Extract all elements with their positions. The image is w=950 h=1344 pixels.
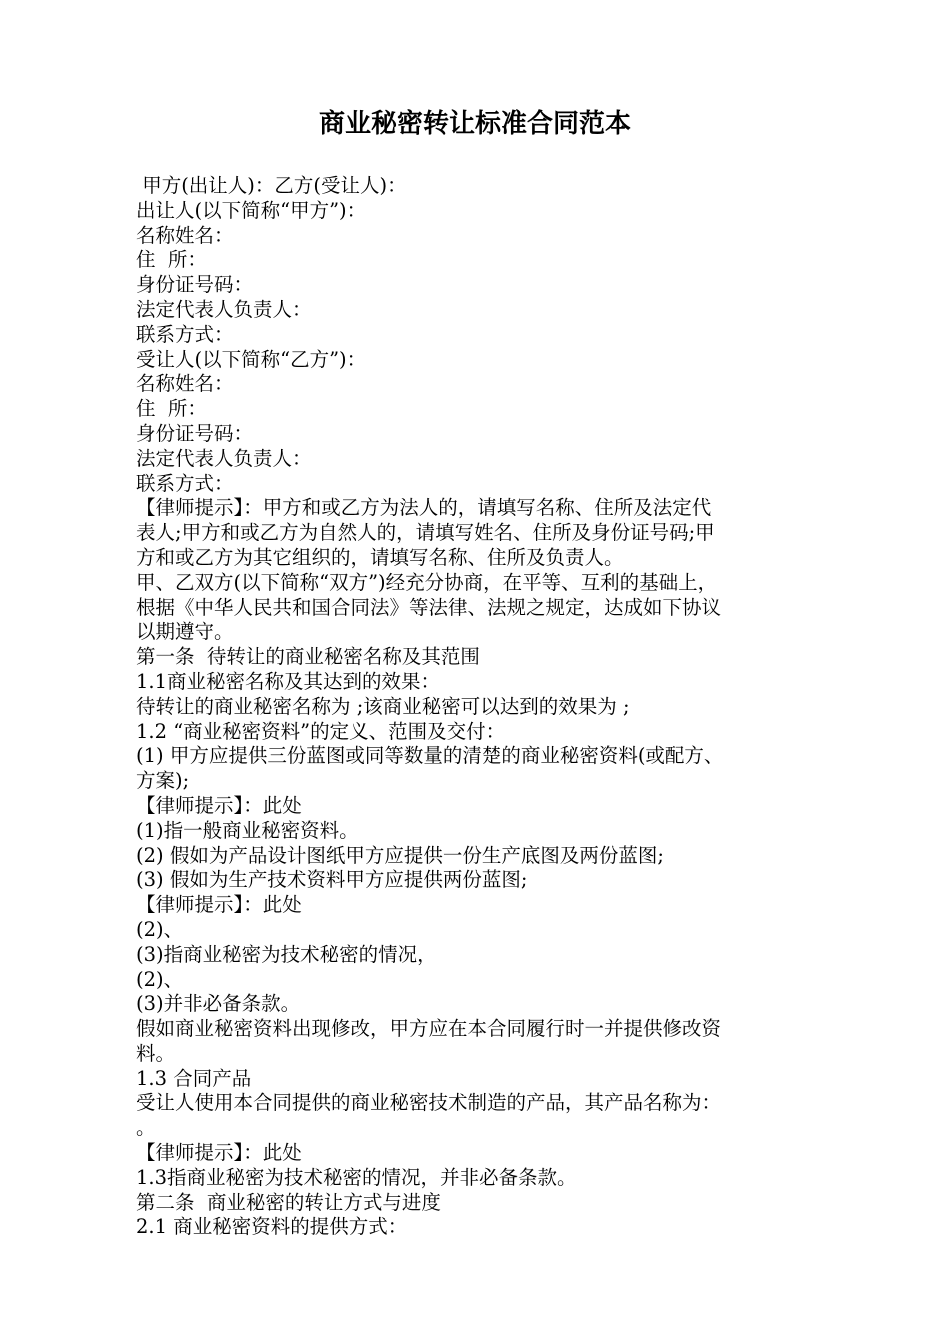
text-line: 。 <box>136 1116 156 1140</box>
text-line: 待转让的商业秘密名称为 ;该商业秘密可以达到的效果为 ; <box>136 694 630 718</box>
text-line: 【律师提示】：此处 <box>136 893 302 917</box>
text-line: 【律师提示】：甲方和或乙方为法人的，请填写名称、住所及法定代 <box>136 496 712 520</box>
text-line: 根据《中华人民共和国合同法》等法律、法规之规定，达成如下协议 <box>136 595 722 619</box>
text-line: 住 所： <box>136 248 207 272</box>
text-line: 方和或乙方为其它组织的，请填写名称、住所及负责人。 <box>136 545 624 569</box>
text-line: 法定代表人负责人： <box>136 446 312 470</box>
text-line: 身份证号码： <box>136 273 254 297</box>
text-line: 2.1 商业秘密资料的提供方式： <box>136 1215 408 1239</box>
text-line: 联系方式： <box>136 322 234 346</box>
text-line: (1) 甲方应提供三份蓝图或同等数量的清楚的商业秘密资料(或配方、 <box>136 744 724 768</box>
text-line: 料。 <box>136 1041 176 1065</box>
text-line: 住 所： <box>136 397 207 421</box>
text-line: 第二条 商业秘密的转让方式与进度 <box>136 1190 441 1214</box>
document-body <box>136 174 832 1240</box>
text-line: 【律师提示】：此处 <box>136 1141 302 1165</box>
text-line: 1.1商业秘密名称及其达到的效果： <box>136 669 441 693</box>
text-line: (3)指商业秘密为技术秘密的情况， <box>136 942 437 966</box>
text-line: 第一条 待转让的商业秘密名称及其范围 <box>136 645 480 669</box>
text-line: (2)、 <box>136 967 184 991</box>
text-line: (3) 假如为生产技术资料甲方应提供两份蓝图; <box>136 868 528 892</box>
text-line: 出让人(以下简称“甲方”)： <box>136 198 367 222</box>
text-line: 甲、乙双方(以下简称“双方”)经充分协商，在平等、互利的基础上， <box>136 570 718 594</box>
text-line: 联系方式： <box>136 471 234 495</box>
text-line: 法定代表人负责人： <box>136 297 312 321</box>
text-line: 名称姓名： <box>136 372 234 396</box>
text-line: 以期遵守。 <box>136 620 234 644</box>
text-line: 名称姓名： <box>136 223 234 247</box>
text-line: (2) 假如为产品设计图纸甲方应提供一份生产底图及两份蓝图; <box>136 843 664 867</box>
text-line: 1.2 “商业秘密资料”的定义、范围及交付： <box>136 719 506 743</box>
text-line: 【律师提示】：此处 <box>136 793 302 817</box>
text-line: 1.3指商业秘密为技术秘密的情况，并非必备条款。 <box>136 1165 577 1189</box>
text-line: 方案); <box>136 769 190 793</box>
text-line: (2)、 <box>136 917 184 941</box>
text-line: 甲方(出让人)：乙方(受让人)： <box>136 174 407 197</box>
text-line: 假如商业秘密资料出现修改，甲方应在本合同履行时一并提供修改资 <box>136 1017 722 1041</box>
text-line: 身份证号码： <box>136 421 254 445</box>
text-line: 受让人(以下简称“乙方”)： <box>136 347 367 371</box>
text-line: 受让人使用本合同提供的商业秘密技术制造的产品，其产品名称为： <box>136 1091 722 1115</box>
document-title: 商业秘密转让标准合同范本 <box>318 109 631 139</box>
text-line: (3)并非必备条款。 <box>136 992 301 1016</box>
text-line: 表人;甲方和或乙方为自然人的，请填写姓名、住所及身份证号码;甲 <box>136 521 715 545</box>
text-line: (1)指一般商业秘密资料。 <box>136 818 359 842</box>
text-line: 1.3 合同产品 <box>136 1066 252 1090</box>
